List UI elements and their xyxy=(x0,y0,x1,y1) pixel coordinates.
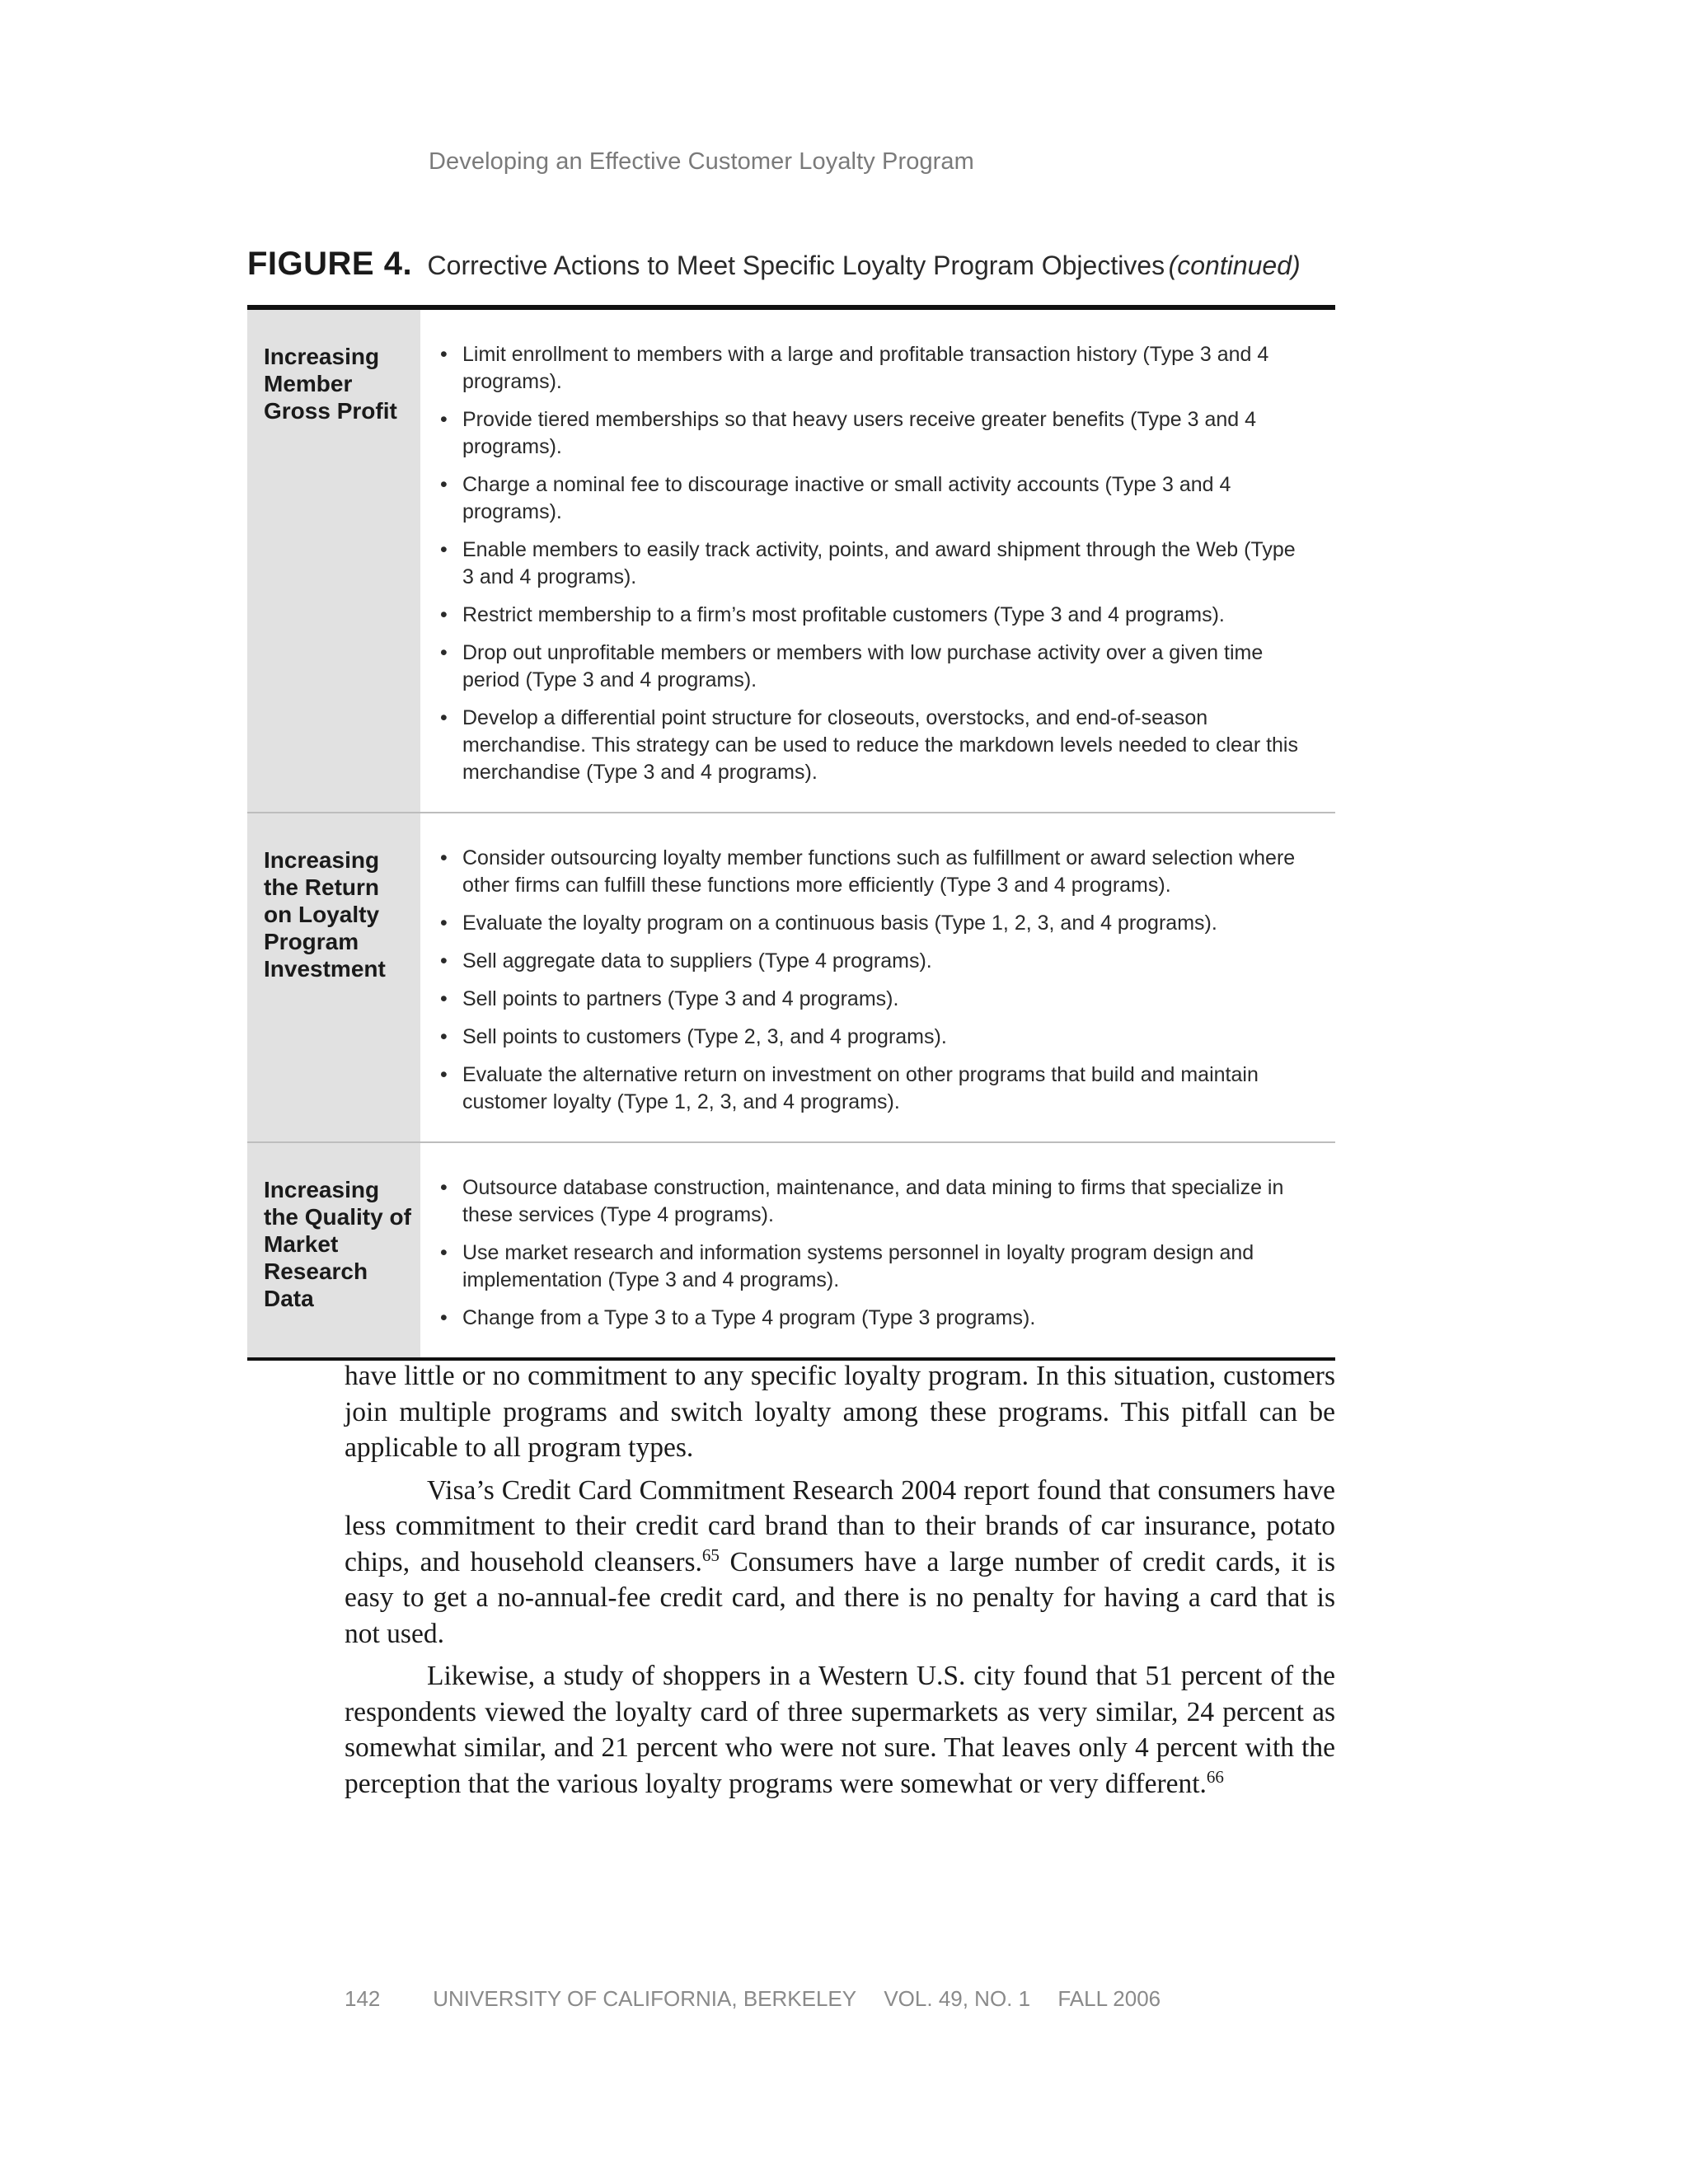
table-row-market-research-data xyxy=(247,1143,1335,1357)
list-item: • Evaluate the alternative return on investment on other programs that build and maintain customer loyalty (Type 1, 2, 3, and 4 programs). xyxy=(440,1062,1311,1116)
list-item: • Develop a differential point structure for closeouts, overstocks, and end-of-season merchandise. This strategy can be used to reduce the markdown levels needed to clear this merchandise (Type 3 and 4 programs). xyxy=(440,705,1311,786)
paragraph-text: have little or no commitment to any specific loyalty program. In this situation, customers join multiple programs and switch loyalty among these programs. This pitfall can be applicable to all program types. xyxy=(345,1361,1335,1463)
journal-name: UNIVERSITY OF CALIFORNIA, BERKELEY xyxy=(433,1986,857,2011)
list-item: • Sell points to customers (Type 2, 3, and 4 programs). xyxy=(440,1024,1311,1051)
list-item: • Change from a Type 3 to a Type 4 program (Type 3 programs). xyxy=(440,1305,1311,1332)
list-item: • Charge a nominal fee to discourage inactive or small activity accounts (Type 3 and 4 programs). xyxy=(440,471,1311,526)
body-paragraph xyxy=(345,1473,1335,1652)
paragraph-text: Visa’s Credit Card Commitment Research 2004 report found that consumers have less commitment to their credit card brand than to their brands of car insurance, potato chips, and household cleansers. xyxy=(345,1474,1335,1577)
row-body xyxy=(420,310,1335,812)
row-heading: Increasing the Quality of Market Research Data xyxy=(247,1143,420,1357)
bullet-list xyxy=(440,1174,1311,1332)
list-item: • Limit enrollment to members with a large and profitable transaction history (Type 3 and 4 programs). xyxy=(440,341,1311,396)
journal-volume: VOL. 49, NO. 1 xyxy=(884,1986,1031,2011)
list-item: • Drop out unprofitable members or members with low purchase activity over a given time period (Type 3 and 4 programs). xyxy=(440,640,1311,694)
list-item: • Sell aggregate data to suppliers (Type 4 programs). xyxy=(440,948,1311,975)
list-item: • Provide tiered memberships so that heavy users receive greater benefits (Type 3 and 4 programs). xyxy=(440,406,1311,461)
running-header: Developing an Effective Customer Loyalty Program xyxy=(429,148,974,175)
list-item: • Consider outsourcing loyalty member functions such as fulfillment or award selection where other firms can fulfill these functions more efficiently (Type 3 and 4 programs). xyxy=(440,845,1311,899)
footnote-ref[interactable]: 65 xyxy=(701,1544,720,1565)
body-paragraph xyxy=(345,1658,1335,1802)
figure-caption-note: (continued) xyxy=(1168,251,1301,280)
figure-table xyxy=(247,305,1335,1361)
table-row-return-on-investment xyxy=(247,813,1335,1143)
body-text xyxy=(345,1358,1335,1808)
row-body xyxy=(420,1143,1335,1357)
page-number: 142 xyxy=(345,1986,381,2011)
list-item: • Use market research and information systems personnel in loyalty program design and implementation (Type 3 and 4 programs). xyxy=(440,1240,1311,1294)
row-body xyxy=(420,813,1335,1141)
paragraph-text: Likewise, a study of shoppers in a Western U.S. city found that 51 percent of the respondents viewed the loyalty card of three supermarkets as very similar, 24 percent as somewhat similar, and 21 percent who were not sure. That leaves only 4 percent with the perception that the various loyalty programs were somewhat or very different. xyxy=(345,1661,1335,1799)
bullet-list xyxy=(440,845,1311,1116)
list-item: • Restrict membership to a firm’s most profitable customers (Type 3 and 4 programs). xyxy=(440,602,1311,629)
paragraph-text: Consumers have a large number of credit cards, it is easy to get a no-annual-fee credit card, and there is no penalty for having a card that is not used. xyxy=(345,1546,1335,1649)
row-heading: Increasing the Return on Loyalty Program Investment xyxy=(247,813,420,1141)
journal-issue: FALL 2006 xyxy=(1057,1986,1161,2011)
list-item: • Enable members to easily track activity, points, and award shipment through the Web (Type 3 and 4 programs). xyxy=(440,537,1311,591)
body-paragraph xyxy=(345,1358,1335,1466)
list-item: • Sell points to partners (Type 3 and 4 programs). xyxy=(440,986,1311,1013)
page-footer xyxy=(345,1986,1160,2012)
list-item: • Outsource database construction, maintenance, and data mining to firms that specialize in these services (Type 4 programs). xyxy=(440,1174,1311,1229)
bullet-list xyxy=(440,341,1311,786)
list-item: • Evaluate the loyalty program on a continuous basis (Type 1, 2, 3, and 4 programs). xyxy=(440,910,1311,937)
footnote-ref[interactable]: 66 xyxy=(1206,1766,1224,1787)
figure-title xyxy=(247,246,1335,283)
table-row-member-gross-profit xyxy=(247,310,1335,813)
figure-caption: Corrective Actions to Meet Specific Loyalty Program Objectives xyxy=(427,251,1165,280)
figure-label: FIGURE 4. xyxy=(247,246,413,282)
row-heading: Increasing Member Gross Profit xyxy=(247,310,420,812)
